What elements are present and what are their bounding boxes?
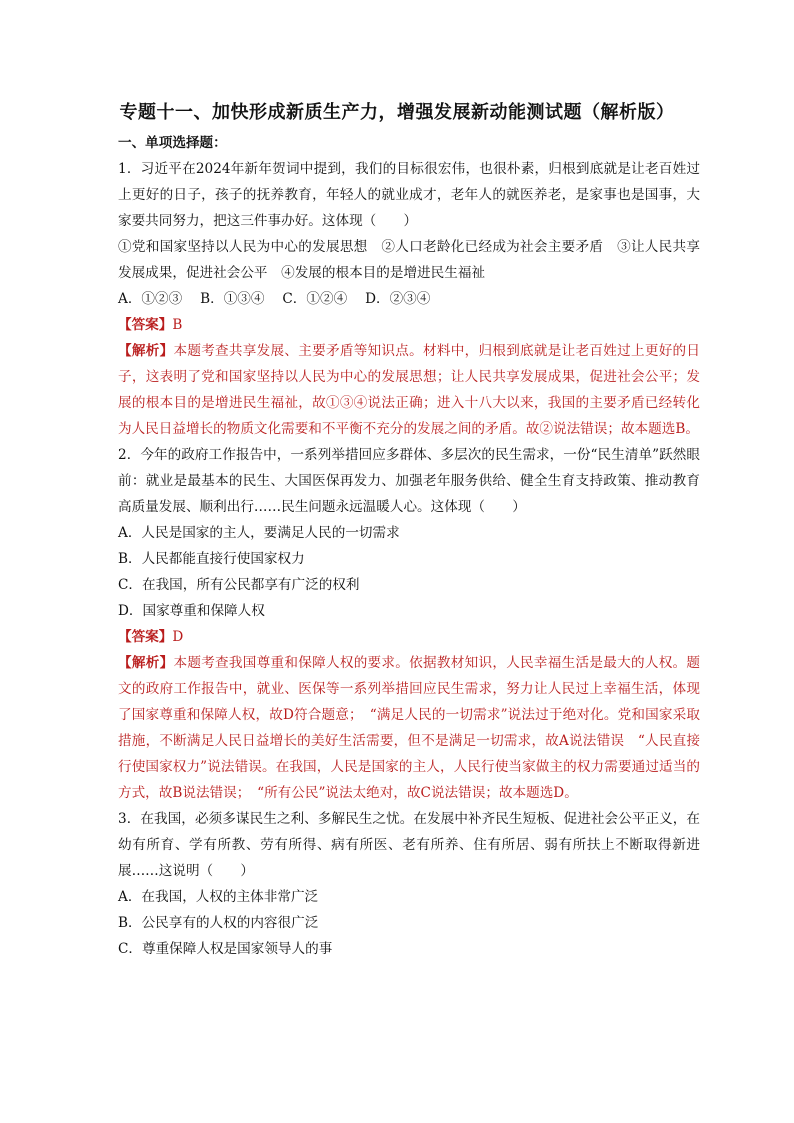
question-3-option-a: A．在我国，人权的主体非常广泛 — [118, 889, 319, 905]
answer-value: D — [172, 629, 184, 645]
answer-tag: 【答案】 — [118, 317, 173, 333]
question-2-option-a: A．人民是国家的主人，要满足人民的一切需求 — [118, 525, 400, 541]
question-2-option-b: B．人民都能直接行使国家权力 — [118, 551, 305, 567]
answer-tag: 【答案】 — [118, 629, 173, 645]
analysis-tag: 【解析】 — [118, 655, 174, 671]
question-1-stem: 1．习近平在2024年新年贺词中提到，我们的目标很宏伟，也很朴素，归根到底就是让老百姓过上更好的日子，孩子的抚养教育，年轻人的就业成才，老年人的就医养老，是家事也是国事，大家要共同努力，把这三件事办好。这体现（ ） — [118, 161, 700, 229]
question-1-analysis — [118, 338, 700, 442]
answer-value: B — [172, 317, 183, 333]
question-2-option-c: C．在我国，所有公民都享有广泛的权利 — [118, 577, 360, 593]
question-2-stem: 2．今年的政府工作报告中，一系列举措回应多群体、多层次的民生需求，一份“民生清单”跃然眼前：就业是最基本的民生、大国医保再发力、加强老年服务供给、健全生育支持政策、推动教育高质量发展、顺利出行……民生问题永远温暖人心。这体现（ ） — [118, 447, 700, 515]
question-1-options: A．①②③ B．①③④ C．①②④ D．②③④ — [118, 291, 431, 307]
analysis-text: 本题考查共享发展、主要矛盾等知识点。材料中，归根到底就是让老百姓过上更好的日子，这表明了党和国家坚持以人民为中心的发展思想；让人民共享发展成果，促进社会公平；发展的根本目的是增进民生福祉，故①③④说法正确；进入十八大以来，我国的主要矛盾已经转化为人民日益增长的物质文化需要和不平衡不充分的发展之间的矛盾。故②说法错误；故本题选B。 — [118, 343, 701, 437]
document-body — [118, 130, 700, 962]
question-1-items: ①党和国家坚持以人民为中心的发展思想 ②人口老龄化已经成为社会主要矛盾 ③让人民共享发展成果，促进社会公平 ④发展的根本目的是增进民生福祉 — [118, 239, 700, 281]
question-1-answer — [118, 312, 700, 338]
question-2-option-d: D．国家尊重和保障人权 — [118, 603, 265, 619]
question-2-answer — [118, 624, 700, 650]
question-3-stem: 3．在我国，必须多谋民生之利、多解民生之忧。在发展中补齐民生短板、促进社会公平正义，在幼有所育、学有所教、劳有所得、病有所医、老有所养、住有所居、弱有所扶上不断取得新进展……这说明（ ） — [118, 811, 700, 879]
question-3-option-c: C．尊重保障人权是国家领导人的事 — [118, 941, 333, 957]
section-heading: 一、单项选择题： — [118, 135, 227, 151]
analysis-text: 本题考查我国尊重和保障人权的要求。依据教材知识，人民幸福生活是最大的人权。题文的政府工作报告中，就业、医保等一系列举措回应民生需求，努力让人民过上幸福生活，体现了国家尊重和保障人权，故D符合题意； “满足人民的一切需求”说法过于绝对化。党和国家采取措施，不断满足人民日益增长的美好生活需要，但不是满足一切需求，故A说法错误 “人民直接行使国家权力”说法错误。在我国，人民是国家的主人，人民行使当家做主的权力需要通过适当的方式，故B说法错误； “所有公民”说法太绝对，故C说法错误；故本题选D。 — [118, 655, 701, 801]
question-2-analysis — [118, 650, 700, 806]
analysis-tag: 【解析】 — [118, 343, 174, 359]
question-3-option-b: B．公民享有的人权的内容很广泛 — [118, 915, 319, 931]
document-title: 专题十一、加快形成新质生产力，增强发展新动能测试题（解析版） — [119, 102, 675, 123]
